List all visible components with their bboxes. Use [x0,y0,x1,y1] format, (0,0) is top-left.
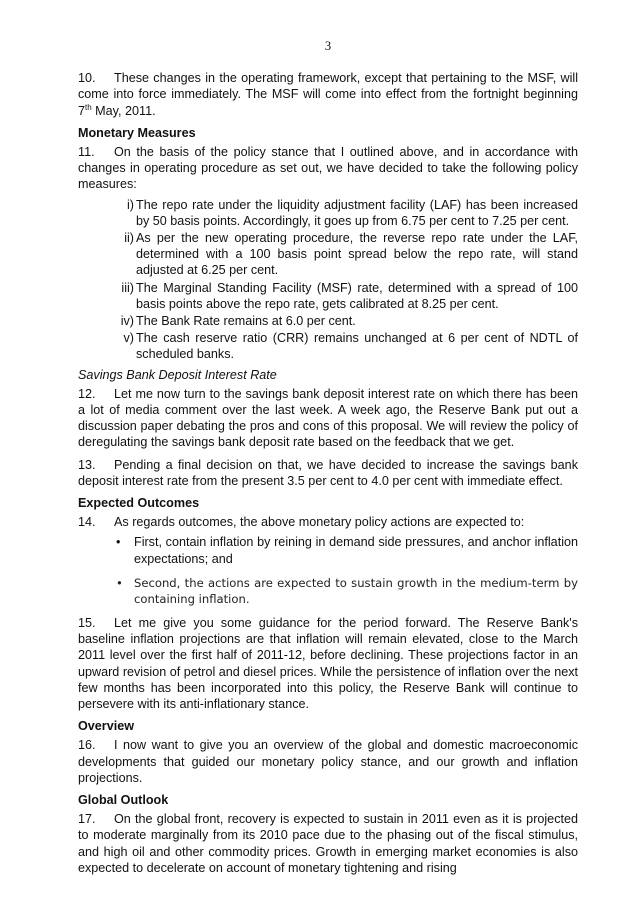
heading-monetary-measures: Monetary Measures [78,125,196,140]
paragraph-text: On the global front, recovery is expected to sustain in 2011 even as it is projected to moderate marginally from its 2010 pace due to the phasing out of the fiscal stimulus, and high oil and other commodity prices. Growth in emerging market economies is also expected to decelerate on account of monetary tightening and rising [78,812,578,875]
paragraph-text: Let me now turn to the savings bank deposit interest rate on which there has been a lot of media comment over the last week. A week ago, the Reserve Bank put out a discussion paper debating the pros and cons of this proposal. We will review the policy of deregulating the savings bank deposit rate based on the feedback that we get. [78,386,578,450]
measures-list [78,197,578,363]
list-marker: i) [127,197,134,212]
paragraph-14 [78,514,578,530]
paragraph-15 [78,615,578,712]
list-marker: iv) [120,314,134,329]
heading-overview: Overview [78,719,135,734]
paragraph-number: 13. [78,457,96,472]
list-item-text: As per the new operating procedure, the reverse repo rate under the LAF, determined with a 100 basis point spread below the repo rate, will stand adjusted at 6.25 per cent. [136,231,578,278]
paragraph-text: These changes in the operating framework, except that pertaining to the MSF, will come into force immediately. The MSF will come into effect from the fortnight beginning 7 [78,71,578,118]
list-item [116,534,578,566]
paragraph-number: 11. [78,145,95,160]
paragraph-13 [78,457,578,489]
list-marker: ii) [124,231,134,246]
bullet: • [116,535,121,550]
paragraph-number: 10. [78,71,96,86]
paragraph-number: 16. [78,738,96,753]
list-item-text: First, contain inflation by reining in demand side pressures, and anchor inflation expectations; and [134,535,578,566]
outcomes-list [78,534,578,606]
list-marker: iii) [121,280,134,295]
paragraph-12 [78,386,578,451]
paragraph-text: I now want to give you an overview of the global and domestic macroeconomic developments that guided our monetary policy stance, and our growth and inflation projections. [78,738,578,785]
paragraph-10 [78,70,578,119]
paragraph-number: 12. [78,386,96,401]
paragraph-text: Pending a final decision on that, we have decided to increase the savings bank deposit interest rate from the present 3.5 per cent to 4.0 per cent with immediate effect. [78,457,578,488]
list-item [116,575,578,607]
list-item-text: Second, the actions are expected to sustain growth in the medium-term by containing inflation. [134,575,578,606]
paragraph-11 [78,144,578,193]
heading-global-outlook: Global Outlook [78,792,169,807]
list-item [116,230,578,279]
list-item-text: The Bank Rate remains at 6.0 per cent. [136,314,356,329]
heading-savings-bank: Savings Bank Deposit Interest Rate [78,367,277,382]
paragraph-number: 15. [78,615,96,630]
paragraph-17 [78,811,578,876]
superscript: th [85,102,92,112]
paragraph-text: Let me give you some guidance for the period forward. The Reserve Bank's baseline inflation projections are that inflation will remain elevated, close to the March 2011 level over the first half of 2011-12, before declining. These projections factor in an upward revision of petrol and diesel prices. While the persistence of inflation over the next few months has been incorporated into this policy, the Reserve Bank will continue to persevere with its anti-inflationary stance. [78,615,578,711]
paragraph-text-end: May, 2011. [91,103,156,118]
list-item-text: The repo rate under the liquidity adjustment facility (LAF) has been increased by 50 basis points. Accordingly, it goes up from 6.75 per cent to 7.25 per cent. [136,197,578,228]
page-number: 3 [324,39,332,53]
paragraph-text: On the basis of the policy stance that I outlined above, and in accordance with changes in operating procedure as set out, we have decided to take the following policy measures: [78,145,578,192]
paragraph-number: 17. [78,812,96,827]
list-item-text: The Marginal Standing Facility (MSF) rate, determined with a spread of 100 basis points above the repo rate, gets calibrated at 8.25 per cent. [136,280,578,311]
list-marker: v) [123,331,134,346]
list-item [116,330,578,362]
list-item-text: The cash reserve ratio (CRR) remains unchanged at 6 per cent of NDTL of scheduled banks. [136,331,578,362]
heading-expected-outcomes: Expected Outcomes [78,496,200,511]
paragraph-number: 14. [78,515,96,530]
paragraph-16 [78,737,578,786]
list-item [116,280,578,312]
paragraph-text: As regards outcomes, the above monetary policy actions are expected to: [114,515,525,530]
list-item [116,313,578,329]
bullet: • [116,575,123,590]
list-item [116,197,578,229]
